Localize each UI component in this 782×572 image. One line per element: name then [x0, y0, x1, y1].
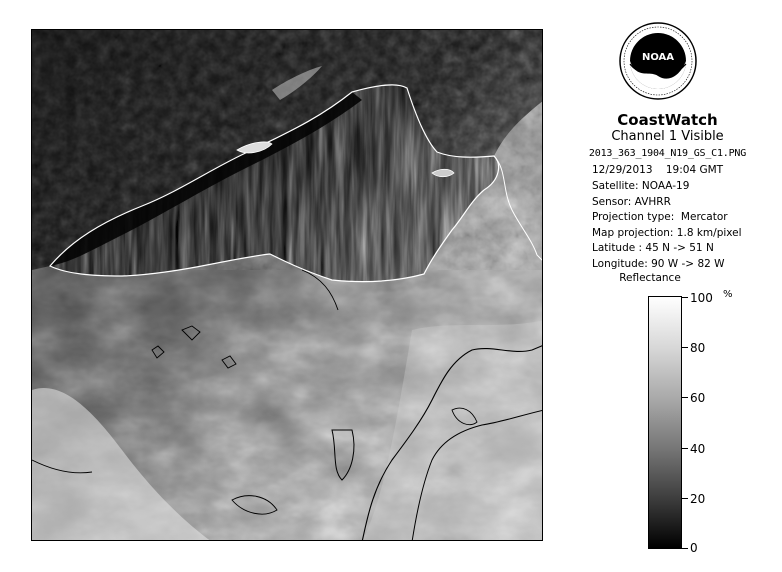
datetime-label: 12/29/2013 19:04 GMT [592, 164, 724, 176]
sensor-label: Sensor: AVHRR [592, 196, 671, 208]
colorbar [648, 296, 682, 549]
tick-label: 40 [690, 442, 706, 456]
map-projection-label: Map projection: 1.8 km/pixel [592, 227, 742, 239]
tick-label: 80 [690, 341, 706, 355]
latitude-label: Latitude : 45 N -> 51 N [592, 242, 714, 254]
projection-type-label: Projection type: Mercator [592, 211, 728, 223]
tick-label: 60 [690, 391, 706, 405]
satellite-label: Satellite: NOAA-19 [592, 180, 690, 192]
tick-mark [682, 297, 688, 298]
tick-mark [682, 498, 688, 499]
tick-mark [682, 397, 688, 398]
tick-mark [682, 347, 688, 348]
satellite-image [31, 29, 543, 541]
noaa-logo-icon [619, 22, 697, 100]
filename-label: 2013_363_1904_N19_GS_C1.PNG [588, 148, 747, 159]
longitude-label: Longitude: 90 W -> 82 W [592, 258, 725, 270]
satellite-image-svg [32, 30, 543, 541]
tick-label: 20 [690, 492, 706, 506]
logo-text: NOAA [641, 52, 675, 63]
tick-label: 0 [690, 541, 698, 555]
tick-label: 100 [690, 291, 713, 305]
product-title: CoastWatch [617, 111, 718, 129]
tick-mark [682, 448, 688, 449]
legend-unit: % [723, 289, 733, 300]
legend-title: Reflectance [619, 272, 681, 284]
channel-label: Channel 1 Visible [611, 129, 724, 144]
tick-mark [682, 548, 688, 549]
